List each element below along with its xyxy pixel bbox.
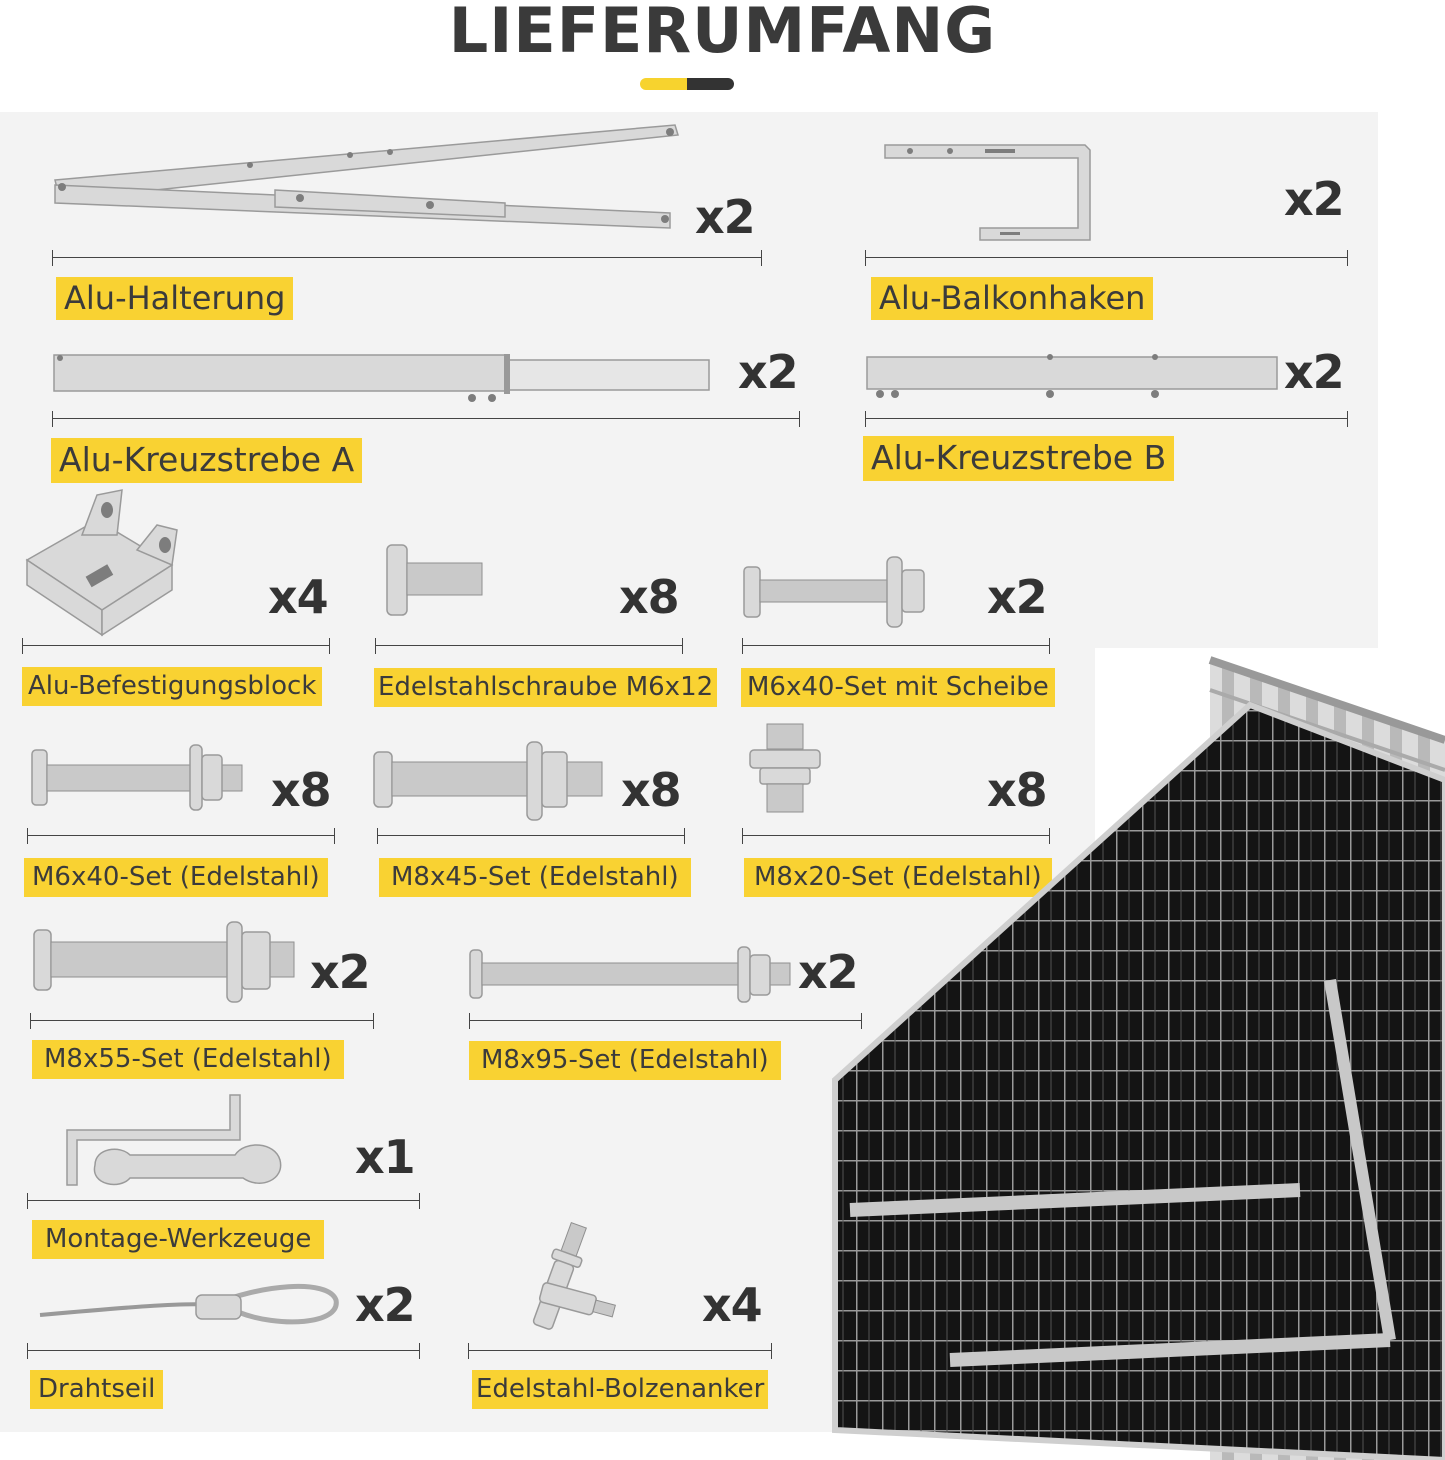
- title-underline: [640, 78, 734, 90]
- label-befestigungsblock: Alu-Befestigungsblock: [22, 667, 322, 706]
- qty-kreuzstrebe-a: x2: [738, 345, 798, 399]
- dimension-bar: [22, 645, 330, 646]
- dimension-bar: [27, 1350, 420, 1351]
- qty-m6x40-set: x8: [271, 763, 331, 817]
- dimension-bar: [30, 1020, 374, 1021]
- dimension-bar: [377, 835, 685, 836]
- qty-screw-m6x12: x8: [619, 570, 679, 624]
- wrench-icon: [65, 1090, 290, 1195]
- qty-m8x20-set: x8: [987, 763, 1047, 817]
- label-anchor-bolt: Edelstahl-Bolzenanker: [472, 1370, 768, 1409]
- dimension-bar: [375, 645, 683, 646]
- dimension-bar: [52, 418, 800, 419]
- label-alu-halterung: Alu-Halterung: [56, 277, 293, 320]
- dimension-bar: [865, 418, 1348, 419]
- qty-kreuzstrebe-b: x2: [1284, 345, 1344, 399]
- wire-rope-icon: [38, 1280, 343, 1340]
- qty-m8x45-set: x8: [621, 763, 681, 817]
- label-m8x45-set: M8x45-Set (Edelstahl): [379, 858, 691, 897]
- screw-icon: [385, 543, 485, 618]
- qty-wire-rope: x2: [355, 1278, 415, 1332]
- solar-panel-balcony-icon: [830, 650, 1445, 1460]
- label-screw-m6x12: Edelstahlschraube M6x12: [374, 668, 717, 707]
- qty-m8x55-set: x2: [310, 945, 370, 999]
- qty-alu-halterung: x2: [695, 190, 755, 244]
- bolt-icon: [30, 745, 245, 810]
- label-kreuzstrebe-b: Alu-Kreuzstrebe B: [863, 436, 1174, 481]
- cross-strut-a-icon: [52, 352, 712, 407]
- label-bolt-washer: M6x40-Set mit Scheibe: [741, 668, 1055, 707]
- bolt-washer-icon: [742, 555, 927, 630]
- label-m8x95-set: M8x95-Set (Edelstahl): [469, 1041, 781, 1080]
- qty-alu-balkonhaken: x2: [1284, 172, 1344, 226]
- dimension-bar: [865, 257, 1348, 258]
- label-tools: Montage-Werkzeuge: [32, 1220, 324, 1259]
- page-title: LIEFERUMFANG: [448, 0, 997, 67]
- label-m6x40-set: M6x40-Set (Edelstahl): [24, 858, 328, 897]
- balcony-hook-icon: [880, 140, 1095, 245]
- mounting-block-icon: [22, 490, 182, 640]
- anchor-bolt-icon: [500, 1222, 620, 1337]
- dimension-bar: [27, 835, 335, 836]
- label-m8x20-set: M8x20-Set (Edelstahl): [744, 858, 1052, 897]
- dimension-bar: [742, 645, 1050, 646]
- long-bolt-icon: [468, 945, 793, 1005]
- dimension-bar: [27, 1200, 420, 1201]
- label-kreuzstrebe-a: Alu-Kreuzstrebe A: [51, 438, 362, 483]
- dimension-bar: [52, 257, 762, 258]
- qty-bolt-washer: x2: [987, 570, 1047, 624]
- qty-befestigungsblock: x4: [268, 570, 328, 624]
- bolt-icon: [372, 740, 607, 820]
- dimension-bar: [468, 1350, 772, 1351]
- label-alu-balkonhaken: Alu-Balkonhaken: [871, 277, 1153, 320]
- label-wire-rope: Drahtseil: [30, 1370, 163, 1409]
- qty-anchor-bolt: x4: [702, 1278, 762, 1332]
- bolt-icon: [32, 920, 297, 1005]
- qty-m8x95-set: x2: [798, 945, 858, 999]
- dimension-bar: [469, 1020, 862, 1021]
- qty-tools: x1: [355, 1130, 415, 1184]
- short-bolt-icon: [745, 722, 825, 822]
- alu-bracket-icon: [50, 125, 690, 240]
- cross-strut-b-icon: [865, 352, 1280, 402]
- label-m8x55-set: M8x55-Set (Edelstahl): [32, 1040, 344, 1079]
